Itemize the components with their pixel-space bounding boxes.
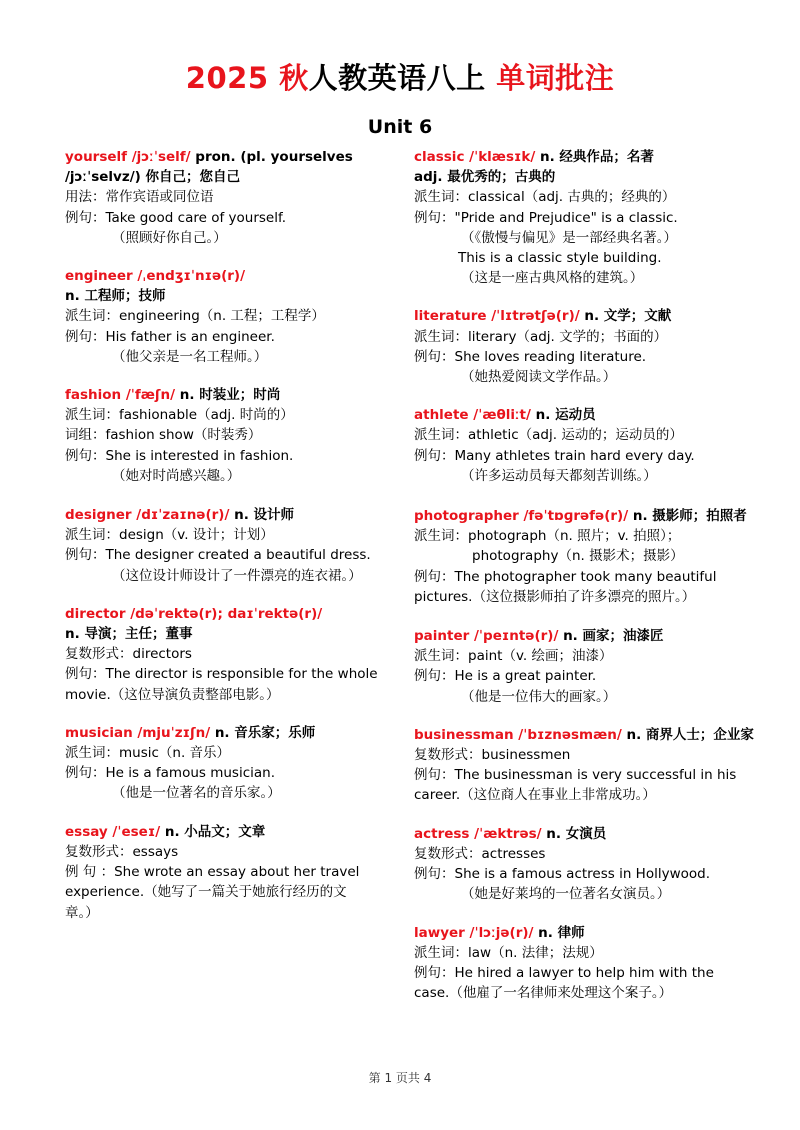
word-entry [65,505,410,586]
example-translation-2: （这是一座古典风格的建筑。） [461,270,644,287]
word-entry [414,147,784,288]
entry-line: 用法：常作宾语或同位语 [65,189,214,206]
headword-definition: n. 时装业；时尚 [175,387,281,404]
entry-line: 章。） [65,904,99,921]
headword: athlete /ˈæθliːt/ [414,407,531,424]
entry-line: 例句：He hired a lawyer to help him with the [414,964,714,981]
headword: lawyer /ˈlɔːjə(r)/ [414,924,534,941]
example-translation: （许多运动员每天都刻苦训练。） [461,467,657,484]
entry-headword-line [414,923,784,943]
example-translation: （他是一位著名的音乐家。） [112,785,281,802]
entry-line: 复数形式：essays [65,843,179,860]
headword: photographer /fəˈtɒɡrəfə(r)/ [414,508,629,525]
word-entry [414,405,784,486]
entry-line: 例 句 ：She wrote an essay about her travel [65,864,360,881]
word-entry [414,923,784,1004]
entry-line: 例句：Take good care of yourself. [65,209,287,226]
word-entry [414,824,784,905]
headword-definition: n. 经典作品；名著 [535,149,654,165]
word-entry [414,725,784,806]
entry-headword-line [414,824,784,844]
entry-line: /jɔːˈselvz/) 你自己；您自己 [65,169,241,186]
entry-line: pictures.（这位摄影师拍了许多漂亮的照片。） [414,588,696,605]
example-sentence-2: This is a classic style building. [458,250,662,267]
headword: painter /ˈpeɪntə(r)/ [414,628,559,645]
headword-definition: n. 女演员 [541,825,607,842]
entry-line-indented: photography（n. 摄影术；摄影） [472,548,684,565]
headword-definition: n. 文学；文献 [579,308,672,325]
headword-definition: n. 音乐家；乐师 [210,724,316,741]
entry-line: 例句：The businessman is very successful in his [414,767,737,784]
word-entry [65,822,410,923]
entry-line: n. 导演；主任；董事 [65,626,193,643]
headword-definition: n. 摄影师；拍照者 [628,508,747,525]
entry-line: 派生词：paint（v. 绘画；油漆） [414,648,613,665]
entry-headword-line [65,147,410,167]
left-column [65,147,410,923]
entry-line: 派生词：design（v. 设计；计划） [65,527,274,544]
entry-line: 派生词：music（n. 音乐） [65,745,231,762]
page-title [0,58,800,98]
page-footer: 第 1 页共 4 [368,1071,432,1085]
entry-line: 例句：The photographer took many beautiful [414,568,717,585]
entry-line: adj. 最优秀的；古典的 [414,169,556,186]
entry-line: 例句：Many athletes train hard every day. [414,447,695,464]
headword: musician /mjuˈzɪʃn/ [65,724,211,741]
title-topic: 单词批注 [496,61,615,95]
headword: yourself /jɔːˈself/ [65,149,191,165]
entry-line: n. 工程师；技师 [65,288,166,305]
headword-definition: n. 运动员 [530,407,596,424]
entry-line: case.（他雇了一名律师来处理这个案子。） [414,985,673,1002]
word-entry [414,626,784,707]
entry-line: 派生词：engineering（n. 工程；工程学） [65,308,325,325]
entry-line: 例句：He is a great painter. [414,668,597,685]
entry-headword-line [414,147,784,167]
entry-headword-line [414,626,784,646]
example-translation: （这位设计师设计了一件漂亮的连衣裙。） [112,567,362,584]
word-entry [65,604,410,705]
headword-definition: n. 商界人士；企业家 [621,726,754,743]
example-translation: （他父亲是一名工程师。） [112,348,268,365]
entry-line: career.（这位商人在事业上非常成功。） [414,787,656,804]
example-translation: （《傲慢与偏见》是一部经典名著。） [461,229,677,246]
entry-line: movie.（这位导演负责整部电影。） [65,686,280,703]
example-translation: （她对时尚感兴趣。） [112,467,241,484]
headword: classic /ˈklæsɪk/ [414,149,536,165]
entry-headword-line [65,385,410,405]
entry-headword-line [414,306,784,326]
entry-line: 例句："Pride and Prejudice" is a classic. [414,209,678,226]
word-entry [414,506,784,607]
headword-definition: n. 小品文；文章 [160,823,266,840]
title-year: 2025 秋 [185,61,309,95]
entry-line: 例句：She is interested in fashion. [65,447,294,464]
entry-line: 派生词：fashionable（adj. 时尚的） [65,407,294,424]
entry-headword-line [414,405,784,425]
example-translation: （她是好莱坞的一位著名女演员。） [461,886,671,903]
entry-headword-line [65,822,410,842]
headword-definition: n. 律师 [533,924,585,941]
headword: fashion /ˈfæʃn/ [65,387,176,404]
entry-line: 复数形式：directors [65,646,192,663]
headword: engineer /ˌendʒɪˈnɪə(r)/ [65,268,246,285]
example-translation: （照顾好你自己。） [112,229,227,246]
unit-heading: Unit 6 [367,116,433,138]
entry-line: 复数形式：businessmen [414,747,571,764]
entry-line: 例句：She is a famous actress in Hollywood. [414,866,711,883]
word-entry [65,385,410,486]
headword: actress /ˈæktrəs/ [414,825,542,842]
entry-headword-line [65,723,410,743]
word-entry [65,147,410,248]
word-entry [65,266,410,367]
entry-line: 派生词：athletic（adj. 运动的；运动员的） [414,427,683,444]
entry-headword-line [65,505,410,525]
entry-line: 例句：He is a famous musician. [65,765,275,782]
headword-definition: pron. (pl. yourselves [190,149,353,165]
entry-line: 派生词：classical（adj. 古典的；经典的） [414,189,676,206]
entry-line: 派生词：law（n. 法律；法规） [414,944,603,961]
entry-line: experience.（她写了一篇关于她旅行经历的文 [65,884,347,901]
headword: designer /dɪˈzaɪnə(r)/ [65,507,230,524]
headword: essay /ˈeseɪ/ [65,823,161,840]
right-column [414,147,784,1003]
headword-definition: n. 画家；油漆匠 [558,628,664,645]
entry-line: 派生词：photograph（n. 照片；v. 拍照）； [414,528,681,545]
example-translation: （他是一位伟大的画家。） [461,688,617,705]
example-translation: （她热爱阅读文学作品。） [461,369,617,386]
entry-headword-line [414,506,784,526]
headword: businessman /ˈbɪznəsmæn/ [414,726,622,743]
entry-line: 例句：She loves reading literature. [414,348,647,365]
entry-line: 例句：His father is an engineer. [65,328,275,345]
headword: director /dəˈrektə(r); daɪˈrektə(r)/ [65,605,323,622]
headword: literature /ˈlɪtrətʃə(r)/ [414,308,580,325]
entry-line: 词组：fashion show（时装秀） [65,427,262,444]
entry-line: 例句：The designer created a beautiful dress. [65,547,371,564]
word-entry [65,723,410,804]
entry-line: 派生词：literary（adj. 文学的；书面的） [414,328,668,345]
entry-headword-line [65,604,410,624]
entry-headword-line [414,725,784,745]
entry-line: 例句：The director is responsible for the whole [65,666,378,683]
title-subject: 人教英语八上 [308,61,497,95]
entry-line: 复数形式：actresses [414,845,546,862]
headword-definition: n. 设计师 [229,507,295,524]
entry-headword-line [65,266,410,286]
word-entry [414,306,784,387]
